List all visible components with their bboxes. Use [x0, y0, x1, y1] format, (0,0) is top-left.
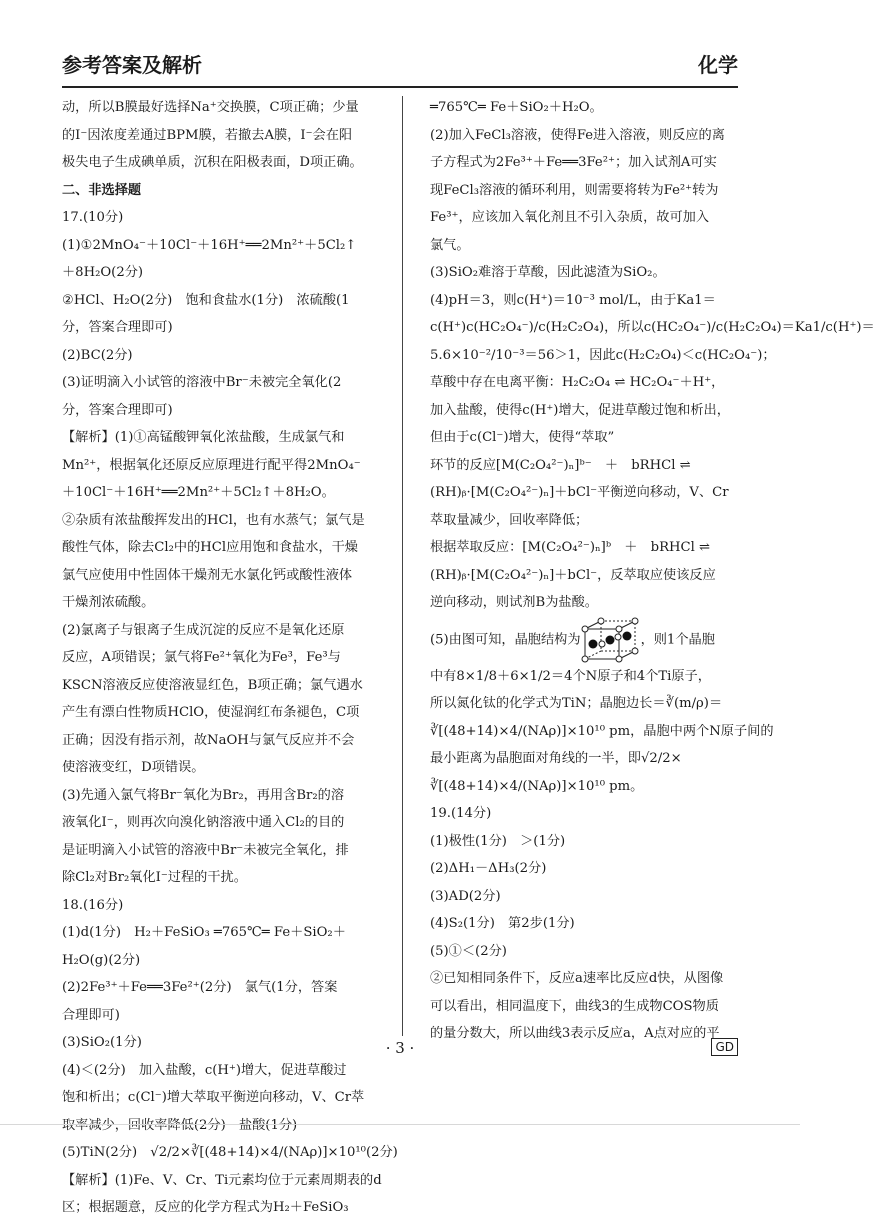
text-line-content: 的量分数大，所以曲线3表示反应a，A点对应的平 — [430, 1026, 720, 1041]
text-line — [62, 287, 400, 315]
text-line-content: 环节的反应[M(C₂O₄²⁻)ₙ]ᵇ⁻ ＋ bRHCl ⇌ — [430, 457, 691, 473]
text-line — [62, 809, 400, 837]
text-line-content: (4)pH＝3，则c(H⁺)＝10⁻³ mol/L，由于Ka1＝ — [430, 292, 716, 308]
text-line — [430, 663, 768, 691]
text-line-content: (4)＜(2分) 加入盐酸，c(H⁺)增大，促进草酸过 — [62, 1062, 347, 1078]
text-line — [62, 589, 400, 617]
text-line-content: ＋8H₂O(2分) — [62, 265, 144, 280]
text-line — [62, 864, 400, 892]
text-line — [430, 690, 768, 718]
text-line — [62, 1002, 400, 1030]
text-line-content: 液氧化I⁻，则再次向溴化钠溶液中通入Cl₂的目的 — [62, 815, 345, 830]
text-line-content: 加入盐酸，使得c(H⁺)增大，促进草酸过饱和析出， — [430, 402, 730, 418]
page-header — [62, 52, 738, 88]
text-line-content: (1)极性(1分) ＞(1分) — [430, 833, 566, 849]
text-line — [62, 204, 400, 232]
text-line — [430, 562, 768, 590]
text-line-content: (RH)ᵦ·[M(C₂O₄²⁻)ₙ]＋bCl⁻，反萃取应使该反应 — [430, 567, 716, 583]
text-line-content: KSCN溶液反应使溶液显红色，B项正确；氯气遇水 — [62, 677, 363, 693]
text-line — [430, 397, 768, 425]
text-line — [430, 993, 768, 1021]
text-line-content: 17.(10分) — [62, 210, 124, 225]
text-line-content: (RH)ᵦ·[M(C₂O₄²⁻)ₙ]＋bCl⁻平衡逆向移动，V、Cr — [430, 485, 729, 500]
text-line — [62, 122, 400, 150]
text-line — [430, 177, 768, 205]
text-line-content: 氯气应使用中性固体干燥剂无水氯化钙或酸性液体 — [62, 567, 353, 583]
text-line-content: (5)①＜(2分) — [430, 943, 507, 959]
text-line — [62, 1167, 400, 1195]
text-line — [62, 754, 400, 782]
text-line — [62, 534, 400, 562]
text-line — [62, 644, 400, 672]
text-line-content: 干燥剂浓硫酸。 — [62, 595, 155, 610]
text-line-content: (5)由图可知，晶胞结构为 — [430, 632, 581, 647]
text-line — [62, 974, 400, 1002]
text-line-content: c(H⁺)c(HC₂O₄⁻)/c(H₂C₂O₄)，所以c(HC₂O₄⁻)/c(H₂C₂O₄)＝Ka1/c(H⁺)＝ — [430, 320, 875, 335]
text-line-content: 现FeCl₃溶液的循环利用，则需要将转为Fe²⁺转为 — [430, 182, 719, 198]
text-line — [430, 828, 768, 856]
text-line-content: 5.6×10⁻²/10⁻³＝56＞1，因此c(H₂C₂O₄)＜c(HC₂O₄⁻)； — [430, 347, 776, 363]
text-line-content: 酸性气体，除去Cl₂中的HCl应用饱和食盐水，干燥 — [62, 540, 358, 555]
text-line-content: 合理即可) — [62, 1007, 120, 1023]
text-line-content: 逆向移动，则试剂B为盐酸。 — [430, 595, 598, 610]
text-line — [62, 314, 400, 342]
text-line — [430, 800, 768, 828]
text-line — [62, 672, 400, 700]
text-line-content: 【解析】(1)①高锰酸钾氧化浓盐酸，生成氯气和 — [62, 430, 345, 445]
text-line-content: ②HCl、H₂O(2分) 饱和食盐水(1分) 浓硫酸(1 — [62, 292, 350, 308]
text-line — [62, 397, 400, 425]
text-line — [430, 122, 768, 150]
text-line — [62, 617, 400, 645]
text-line — [430, 369, 768, 397]
text-line — [430, 855, 768, 883]
text-line — [430, 479, 768, 507]
text-line — [62, 424, 400, 452]
text-line — [62, 342, 400, 370]
text-line — [62, 1194, 400, 1222]
text-line-content: Mn²⁺，根据氧化还原反应原理进行配平得2MnO₄⁻ — [62, 457, 361, 473]
text-line-content: H₂O(g)(2分) — [62, 952, 141, 968]
text-line-content: ═765℃═ Fe＋SiO₂＋H₂O。 — [430, 100, 603, 115]
text-line-content: 所以氮化钛的化学式为TiN；晶胞边长＝∛(m/ρ)＝ — [430, 696, 723, 711]
text-line-content: 草酸中存在电离平衡：H₂C₂O₄ ⇌ HC₂O₄⁻＋H⁺， — [430, 375, 725, 390]
text-line-content: (1)①2MnO₄⁻＋10Cl⁻＋16H⁺══2Mn²⁺＋5Cl₂↑ — [62, 237, 357, 253]
text-line — [430, 314, 875, 342]
text-line — [62, 727, 400, 755]
header-title: 参考答案及解析 — [62, 53, 202, 77]
column-divider — [402, 96, 403, 1036]
text-line — [62, 1084, 400, 1112]
text-line — [62, 1139, 400, 1167]
text-line-content: (1)d(1分) H₂＋FeSiO₃ ═765℃═ Fe＋SiO₂＋ — [62, 925, 346, 940]
text-line — [62, 507, 400, 535]
text-line — [430, 718, 774, 746]
region-badge: GD — [711, 1038, 738, 1056]
text-line-content: 氯气。 — [430, 237, 470, 253]
text-line-content: 取率减少，回收率降低(2分) 盐酸(1分) — [62, 1117, 298, 1133]
text-line-content: ②杂质有浓盐酸挥发出的HCl，也有水蒸气；氯气是 — [62, 512, 365, 528]
text-line-content: ∛[(48+14)×4/(NAρ)]×10¹⁰ pm。 — [430, 778, 644, 794]
text-line — [430, 883, 768, 911]
text-line-content: (2)ΔH₁－ΔH₃(2分) — [430, 861, 547, 876]
text-line — [62, 562, 400, 590]
text-line — [62, 919, 400, 947]
text-line-content: 是证明滴入小试管的溶液中Br⁻未被完全氧化，排 — [62, 842, 349, 858]
text-line — [430, 773, 768, 801]
text-line-content: 分，答案合理即可) — [62, 402, 173, 418]
text-line-content: 极失电子生成碘单质，沉积在阳极表面，D项正确。 — [62, 155, 363, 170]
text-line — [430, 232, 768, 260]
text-line-content: Fe³⁺，应该加入氧化剂且不引入杂质，故可加入 — [430, 210, 710, 225]
text-line — [62, 259, 400, 287]
text-line — [430, 910, 768, 938]
right-column — [430, 94, 875, 1048]
text-line-content: 【解析】(1)Fe、V、Cr、Ti元素均位于元素周期表的d — [62, 1172, 382, 1188]
page-number: · 3 · — [385, 1039, 415, 1057]
text-line-content: (4)S₂(1分) 第2步(1分) — [430, 916, 575, 931]
text-line-content: 但由于c(Cl⁻)增大，使得“萃取” — [430, 430, 615, 445]
text-line-content: 最小距离为晶胞面对角线的一半，即√2/2× — [430, 751, 682, 766]
text-line-content: (3)SiO₂(1分) — [62, 1035, 142, 1050]
crystal-cell-figure — [581, 617, 641, 663]
text-line — [62, 452, 400, 480]
text-line-content: 可以看出，相同温度下，曲线3的生成物COS物质 — [430, 998, 719, 1014]
text-line-content: ②已知相同条件下，反应a速率比反应d快，从图像 — [430, 971, 724, 986]
text-line — [430, 965, 768, 993]
text-line-content: 产生有漂白性物质HClO，使湿润红布条褪色，C项 — [62, 705, 360, 720]
text-line-content: (5)TiN(2分) √2/2×∛[(48+14)×4/(NAρ)]×10¹⁰(2分) — [62, 1145, 398, 1160]
text-line — [62, 479, 400, 507]
text-line-continuation: ，则1个晶胞 — [640, 632, 715, 647]
text-line — [430, 149, 768, 177]
text-line — [62, 837, 400, 865]
text-line-content: (2)BC(2分) — [62, 347, 133, 363]
text-line — [62, 947, 400, 975]
text-line-content: 二、非选择题 — [62, 182, 142, 198]
header-subject: 化学 — [698, 53, 738, 77]
text-line — [62, 1112, 400, 1140]
text-line — [430, 534, 768, 562]
text-line-content: (2)加入FeCl₃溶液，使得Fe进入溶液，则反应的离 — [430, 127, 725, 143]
text-line-content: (3)先通入氯气将Br⁻氧化为Br₂，再用含Br₂的溶 — [62, 787, 345, 803]
text-line — [62, 699, 400, 727]
text-line — [430, 342, 776, 370]
text-line-content: 分，答案合理即可) — [62, 320, 173, 335]
text-line-content: 使溶液变红，D项错误。 — [62, 760, 205, 775]
text-line — [430, 617, 768, 663]
text-line — [430, 745, 768, 773]
text-line-content: 区；根据题意，反应的化学方程式为H₂＋FeSiO₃ — [62, 1200, 349, 1215]
text-line-content: 19.(14分) — [430, 806, 492, 821]
text-line-content: (2)氯离子与银离子生成沉淀的反应不是氧化还原 — [62, 622, 345, 638]
text-line-content: (2)2Fe³⁺＋Fe══3Fe²⁺(2分) 氯气(1分，答案 — [62, 980, 338, 995]
text-line-content: 萃取量减少，回收率降低； — [430, 512, 589, 528]
text-line-content: (3)AD(2分) — [430, 888, 501, 904]
text-line-content: 正确；因没有指示剂，故NaOH与氯气反应并不会 — [62, 732, 355, 748]
text-line — [62, 232, 400, 260]
text-line — [430, 452, 768, 480]
text-line — [430, 938, 768, 966]
text-line — [430, 259, 768, 287]
text-line-content: 根据萃取反应：[M(C₂O₄²⁻)ₙ]ᵇ ＋ bRHCl ⇌ — [430, 540, 711, 555]
text-line — [62, 782, 400, 810]
text-line — [430, 204, 768, 232]
text-line-content: 子方程式为2Fe³⁺＋Fe══3Fe²⁺；加入试剂A可实 — [430, 155, 717, 170]
text-line — [430, 424, 768, 452]
text-line — [430, 94, 768, 122]
text-line-content: 饱和析出；c(Cl⁻)增大萃取平衡逆向移动，V、Cr萃 — [62, 1090, 365, 1105]
text-line-content: ∛[(48+14)×4/(NAρ)]×10¹⁰ pm，晶胞中两个N原子间的 — [430, 723, 774, 739]
text-line — [62, 149, 400, 177]
text-line — [62, 892, 400, 920]
text-line-content: (3)证明滴入小试管的溶液中Br⁻未被完全氧化(2 — [62, 375, 342, 390]
text-line-content: 动，所以B膜最好选择Na⁺交换膜，C项正确；少量 — [62, 100, 359, 115]
text-line — [430, 507, 768, 535]
text-line — [62, 177, 400, 205]
text-line-content: 的I⁻因浓度差通过BPM膜，若撤去A膜，I⁻会在阳 — [62, 127, 353, 143]
text-line-content: 中有8×1/8＋6×1/2＝4个N原子和4个Ti原子， — [430, 668, 711, 684]
text-line-content: 18.(16分) — [62, 897, 124, 913]
text-line — [430, 589, 768, 617]
text-line — [62, 94, 400, 122]
text-line-content: 除Cl₂对Br₂氧化I⁻过程的干扰。 — [62, 870, 247, 885]
text-line-content: ＋10Cl⁻＋16H⁺══2Mn²⁺＋5Cl₂↑＋8H₂O。 — [62, 485, 335, 500]
text-line — [62, 369, 400, 397]
bottom-rule — [0, 1124, 800, 1125]
text-line — [430, 287, 768, 315]
text-line-content: 反应，A项错误；氯气将Fe²⁺氧化为Fe³，Fe³与 — [62, 650, 341, 665]
text-line-content: (3)SiO₂难溶于草酸，因此滤渣为SiO₂。 — [430, 265, 666, 280]
